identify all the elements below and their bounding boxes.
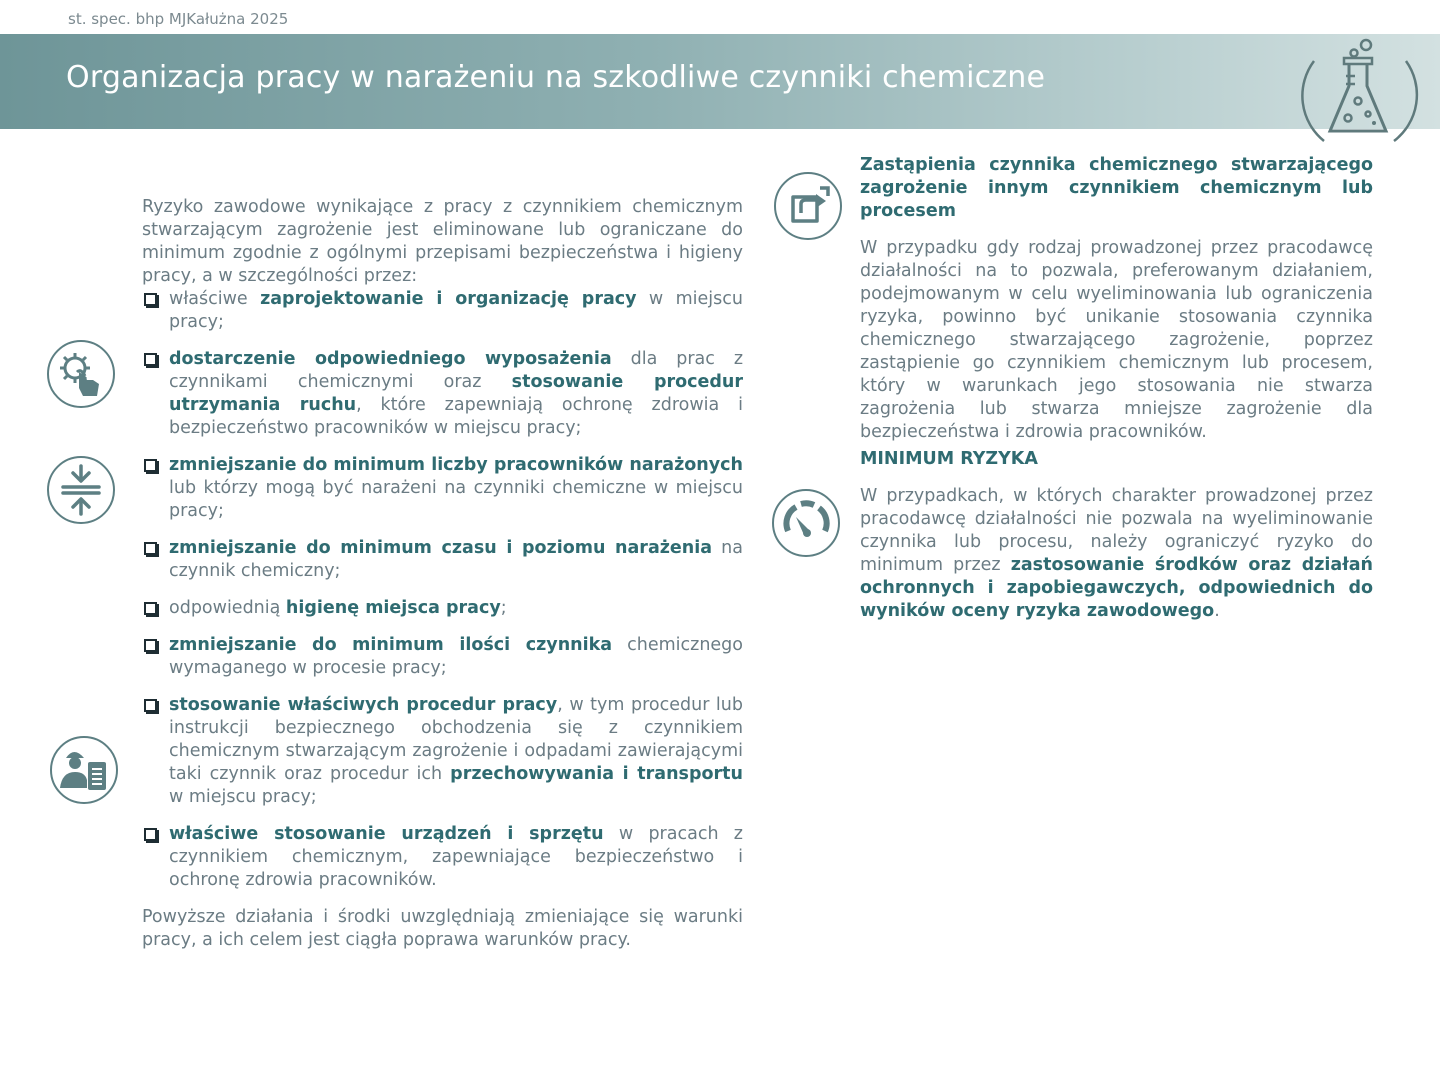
minimum-risk-paragraph [860, 485, 1373, 623]
body-text: w pracach z czynnikiem chemicznym, zapewniające bezpieczeństwo i ochronę zdrowia pracowników. [169, 824, 743, 890]
checkbox-bullet-icon [144, 293, 157, 306]
list-item [142, 348, 743, 440]
body-text: W przypadkach, w których charakter prowadzonej przez pracodawcę działalności nie pozwala na wyeliminowanie czynnika lub procesu, należy ograniczyć ryzyko do minimum przez [860, 486, 1373, 575]
emphasis-text: dostarczenie odpowiedniego wyposażenia [169, 349, 612, 369]
list-item [142, 537, 743, 583]
body-text: , które zapewniają ochronę zdrowia i bezpieczeństwo pracowników w miejscu pracy; [169, 395, 743, 438]
checkbox-bullet-icon [144, 602, 157, 615]
body-text: , w tym procedur lub instrukcji bezpiecznego obchodzenia się z czynnikiem chemicznym stwarzającym zagrożenie i odpadami zawierającymi taki czynnik oraz procedur ich [169, 695, 743, 784]
emphasis-text: zmniejszanie do minimum ilości czynnika [169, 635, 613, 655]
emphasis-text: zastosowanie środków oraz działań ochronnych i zapobiegawczych, odpowiednich do wyników oceny ryzyka zawodowego [860, 555, 1373, 621]
worker-clipboard-icon [50, 736, 118, 804]
compress-arrows-icon [47, 456, 115, 524]
body-text: właściwe [169, 289, 261, 309]
outro-paragraph: Powyższe działania i środki uwzględniają zmieniające się warunki pracy, a ich celem jest ciągła poprawa warunków pracy. [142, 907, 743, 950]
intro-paragraph: Ryzyko zawodowe wynikające z pracy z czynnikiem chemicznym stwarzającym zagrożenie jest eliminowane lub ograniczane do minimum zgodnie z ogólnymi przepisami bezpieczeństwa i higieny pracy, a w szczególności przez: [142, 197, 743, 286]
body-text: na czynnik chemiczny; [169, 538, 743, 581]
body-text: lub którzy mogą być narażeni na czynniki chemiczne w miejscu pracy; [169, 478, 743, 521]
list-item [142, 454, 743, 523]
right-column [860, 154, 1373, 623]
checkbox-bullet-icon [144, 459, 157, 472]
measures-list [142, 288, 743, 892]
emphasis-text: higienę miejsca pracy [285, 598, 501, 618]
title-banner [0, 34, 1440, 129]
substitution-paragraph: W przypadku gdy rodzaj prowadzonej przez pracodawcę działalności na to pozwala, preferowanym działaniem, podejmowanym w celu wyeliminowania lub ograniczenia ryzyka, powinno być unikanie stosowania czynnika chemicznego stwarzającego zagrożenie, poprzez zastąpienie go czynnikiem chemicznym lub procesem, który w warunkach jego stosowania nie stwarza zagrożenia lub stwarza mniejsze zagrożenie dla bezpieczeństwa i zdrowia pracowników. [860, 238, 1373, 442]
list-item [142, 634, 743, 680]
list-item [142, 597, 743, 620]
emphasis-text: właściwe stosowanie urządzeń i sprzętu [169, 824, 604, 844]
gear-hand-icon [47, 340, 115, 408]
body-text: dla prac z czynnikami chemicznymi oraz [169, 349, 744, 392]
emphasis-text: zaprojektowanie i organizację pracy [260, 289, 637, 309]
emphasis-text: zmniejszanie do minimum czasu i poziomu narażenia [169, 538, 713, 558]
body-text: w miejscu pracy; [169, 289, 743, 332]
emphasis-text: zmniejszanie do minimum liczby pracowników narażonych [169, 455, 743, 475]
gauge-icon [772, 489, 840, 557]
checkbox-bullet-icon [144, 828, 157, 841]
list-item [142, 288, 743, 334]
body-text: odpowiednią [169, 598, 286, 618]
checkbox-bullet-icon [144, 639, 157, 652]
checkbox-bullet-icon [144, 699, 157, 712]
emphasis-text: stosowanie procedur utrzymania ruchu [169, 372, 743, 415]
body-text: chemicznego wymaganego w procesie pracy; [169, 635, 743, 678]
page-title: Organizacja pracy w narażeniu na szkodliwe czynniki chemiczne [66, 60, 1046, 95]
list-item [142, 823, 743, 892]
left-column [142, 196, 743, 952]
body-text: w miejscu pracy; [169, 787, 317, 807]
checkbox-bullet-icon [144, 542, 157, 555]
minimum-risk-heading: MINIMUM RYZYKA [860, 449, 1038, 469]
substitute-arrow-icon [774, 172, 842, 240]
flask-icon [1294, 36, 1424, 161]
body-text: . [1214, 601, 1220, 621]
emphasis-text: przechowywania i transportu [450, 764, 743, 784]
header-note: st. spec. bhp MJKałużna 2025 [68, 10, 289, 28]
checkbox-bullet-icon [144, 353, 157, 366]
list-item [142, 694, 743, 809]
emphasis-text: stosowanie właściwych procedur pracy [169, 695, 558, 715]
body-text: ; [500, 598, 507, 618]
substitution-heading: Zastąpienia czynnika chemicznego stwarzającego zagrożenie innym czynnikiem chemicznym lub procesem [860, 155, 1373, 221]
